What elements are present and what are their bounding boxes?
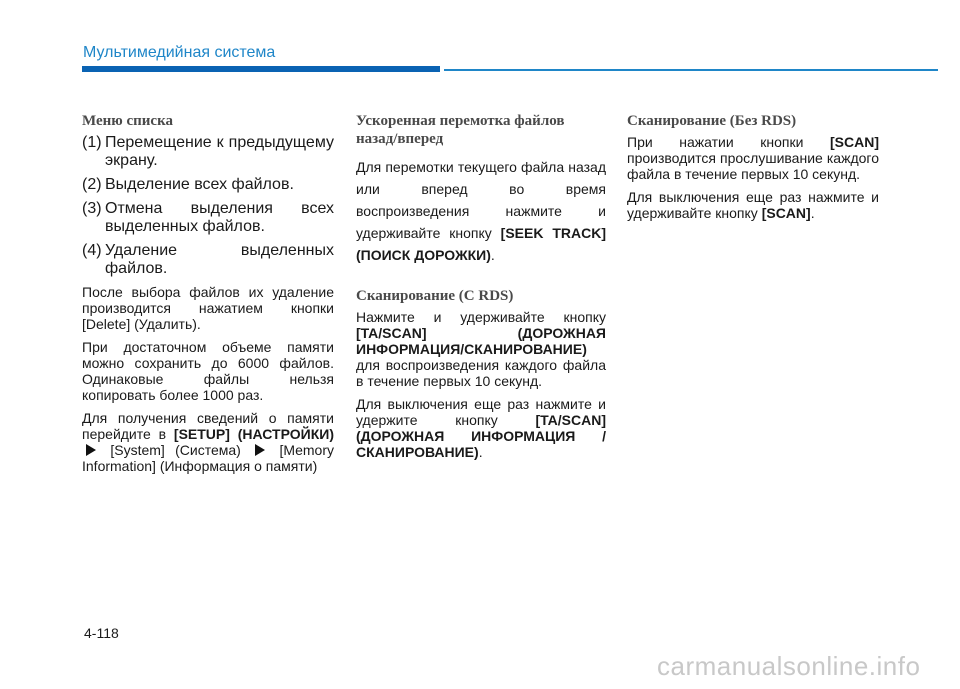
item-number: (1) — [82, 134, 102, 151]
paragraph-scan-off: Для выключения еще раз нажмите и удержите кнопку [TA/SCAN] (ДОРОЖНАЯ ИНФОРМАЦИЯ /СКАНИРОВАНИЕ). — [356, 396, 606, 460]
paragraph-scan-off: Для выключения еще раз нажмите и удерживайте кнопку [SCAN]. — [627, 189, 879, 221]
item-text: Выделение всех файлов. — [105, 176, 294, 193]
arrow-right-icon — [255, 444, 265, 456]
heading-scan-no-rds: Сканирование (Без RDS) — [627, 113, 797, 129]
item-number: (3) — [82, 200, 102, 217]
seek-button-label: [SEEK TRACK] (ПОИСК ДОРОЖКИ) — [356, 225, 606, 263]
section-title: Мультимедийная система — [83, 44, 276, 61]
scan-button-label: [SCAN] — [830, 134, 879, 150]
heading-scan-rds: Сканирование (С RDS) — [356, 288, 514, 304]
scan-button-label: [SCAN] — [761, 205, 811, 221]
paragraph-delete: После выбора файлов их удаление производится нажатием кнопки [Delete] (Удалить). — [82, 284, 334, 332]
paragraph-seek: Для перемотки текущего файла назад или вперед во время воспроизведения нажмите и удерживайте кнопку [SEEK TRACK] (ПОИСК ДОРОЖКИ). — [356, 159, 606, 263]
paragraph-capacity: При достаточном объеме памяти можно сохранить до 6000 файлов. Одинаковые файлы нельзя копировать более 1000 раз. — [82, 339, 334, 403]
item-text: Удаление выделенных файлов. — [105, 242, 334, 277]
paragraph-scan: При нажатии кнопки [SCAN] производится прослушивание каждого файла в течение первых 10 секунд. — [627, 134, 879, 182]
list-item — [82, 134, 334, 170]
header-rule-thick — [82, 66, 440, 72]
column-list-menu — [82, 112, 334, 481]
header-rule-thin — [444, 69, 938, 71]
heading-list-menu: Меню списка — [82, 113, 173, 129]
memory-info-label: [Memory Information] (Информация о памяти) — [82, 442, 334, 474]
item-number: (4) — [82, 242, 102, 259]
delete-button-label: [Delete] — [82, 316, 131, 332]
list-item — [82, 176, 334, 194]
setup-button-label: [SETUP] (НАСТРОЙКИ) — [173, 426, 334, 442]
arrow-right-icon — [86, 444, 96, 456]
ta-scan-button-label: [TA/SCAN] (ДОРОЖНАЯ ИНФОРМАЦИЯ/СКАНИРОВАНИЕ) — [356, 325, 606, 357]
item-text: Отмена выделения всех выделенных файлов. — [105, 200, 334, 235]
column-seek — [356, 112, 606, 467]
system-menu-label: [System] (Система) — [110, 442, 241, 458]
column-scan-no-rds — [627, 112, 879, 228]
heading-seek: Ускоренная перемотка файлов назад/вперед — [356, 113, 565, 147]
item-number: (2) — [82, 176, 102, 193]
paragraph-scan-rds: Нажмите и удерживайте кнопку [TA/SCAN] (ДОРОЖНАЯ ИНФОРМАЦИЯ/СКАНИРОВАНИЕ) для воспроизведения каждого файла в течение первых 10 секунд. — [356, 309, 606, 389]
item-text: Перемещение к предыдущему экрану. — [105, 134, 334, 169]
ta-scan-button-label: [TA/SCAN] (ДОРОЖНАЯ ИНФОРМАЦИЯ /СКАНИРОВАНИЕ) — [356, 412, 606, 460]
list-item — [82, 200, 334, 236]
page-number: 4-118 — [84, 625, 119, 641]
watermark: carmanualsonline.info — [657, 651, 921, 681]
list-item — [82, 242, 334, 278]
paragraph-memory-info: Для получения сведений о памяти перейдите в [SETUP] (НАСТРОЙКИ) [System] (Система) [Memory Information] (Информация о памяти) — [82, 410, 334, 474]
